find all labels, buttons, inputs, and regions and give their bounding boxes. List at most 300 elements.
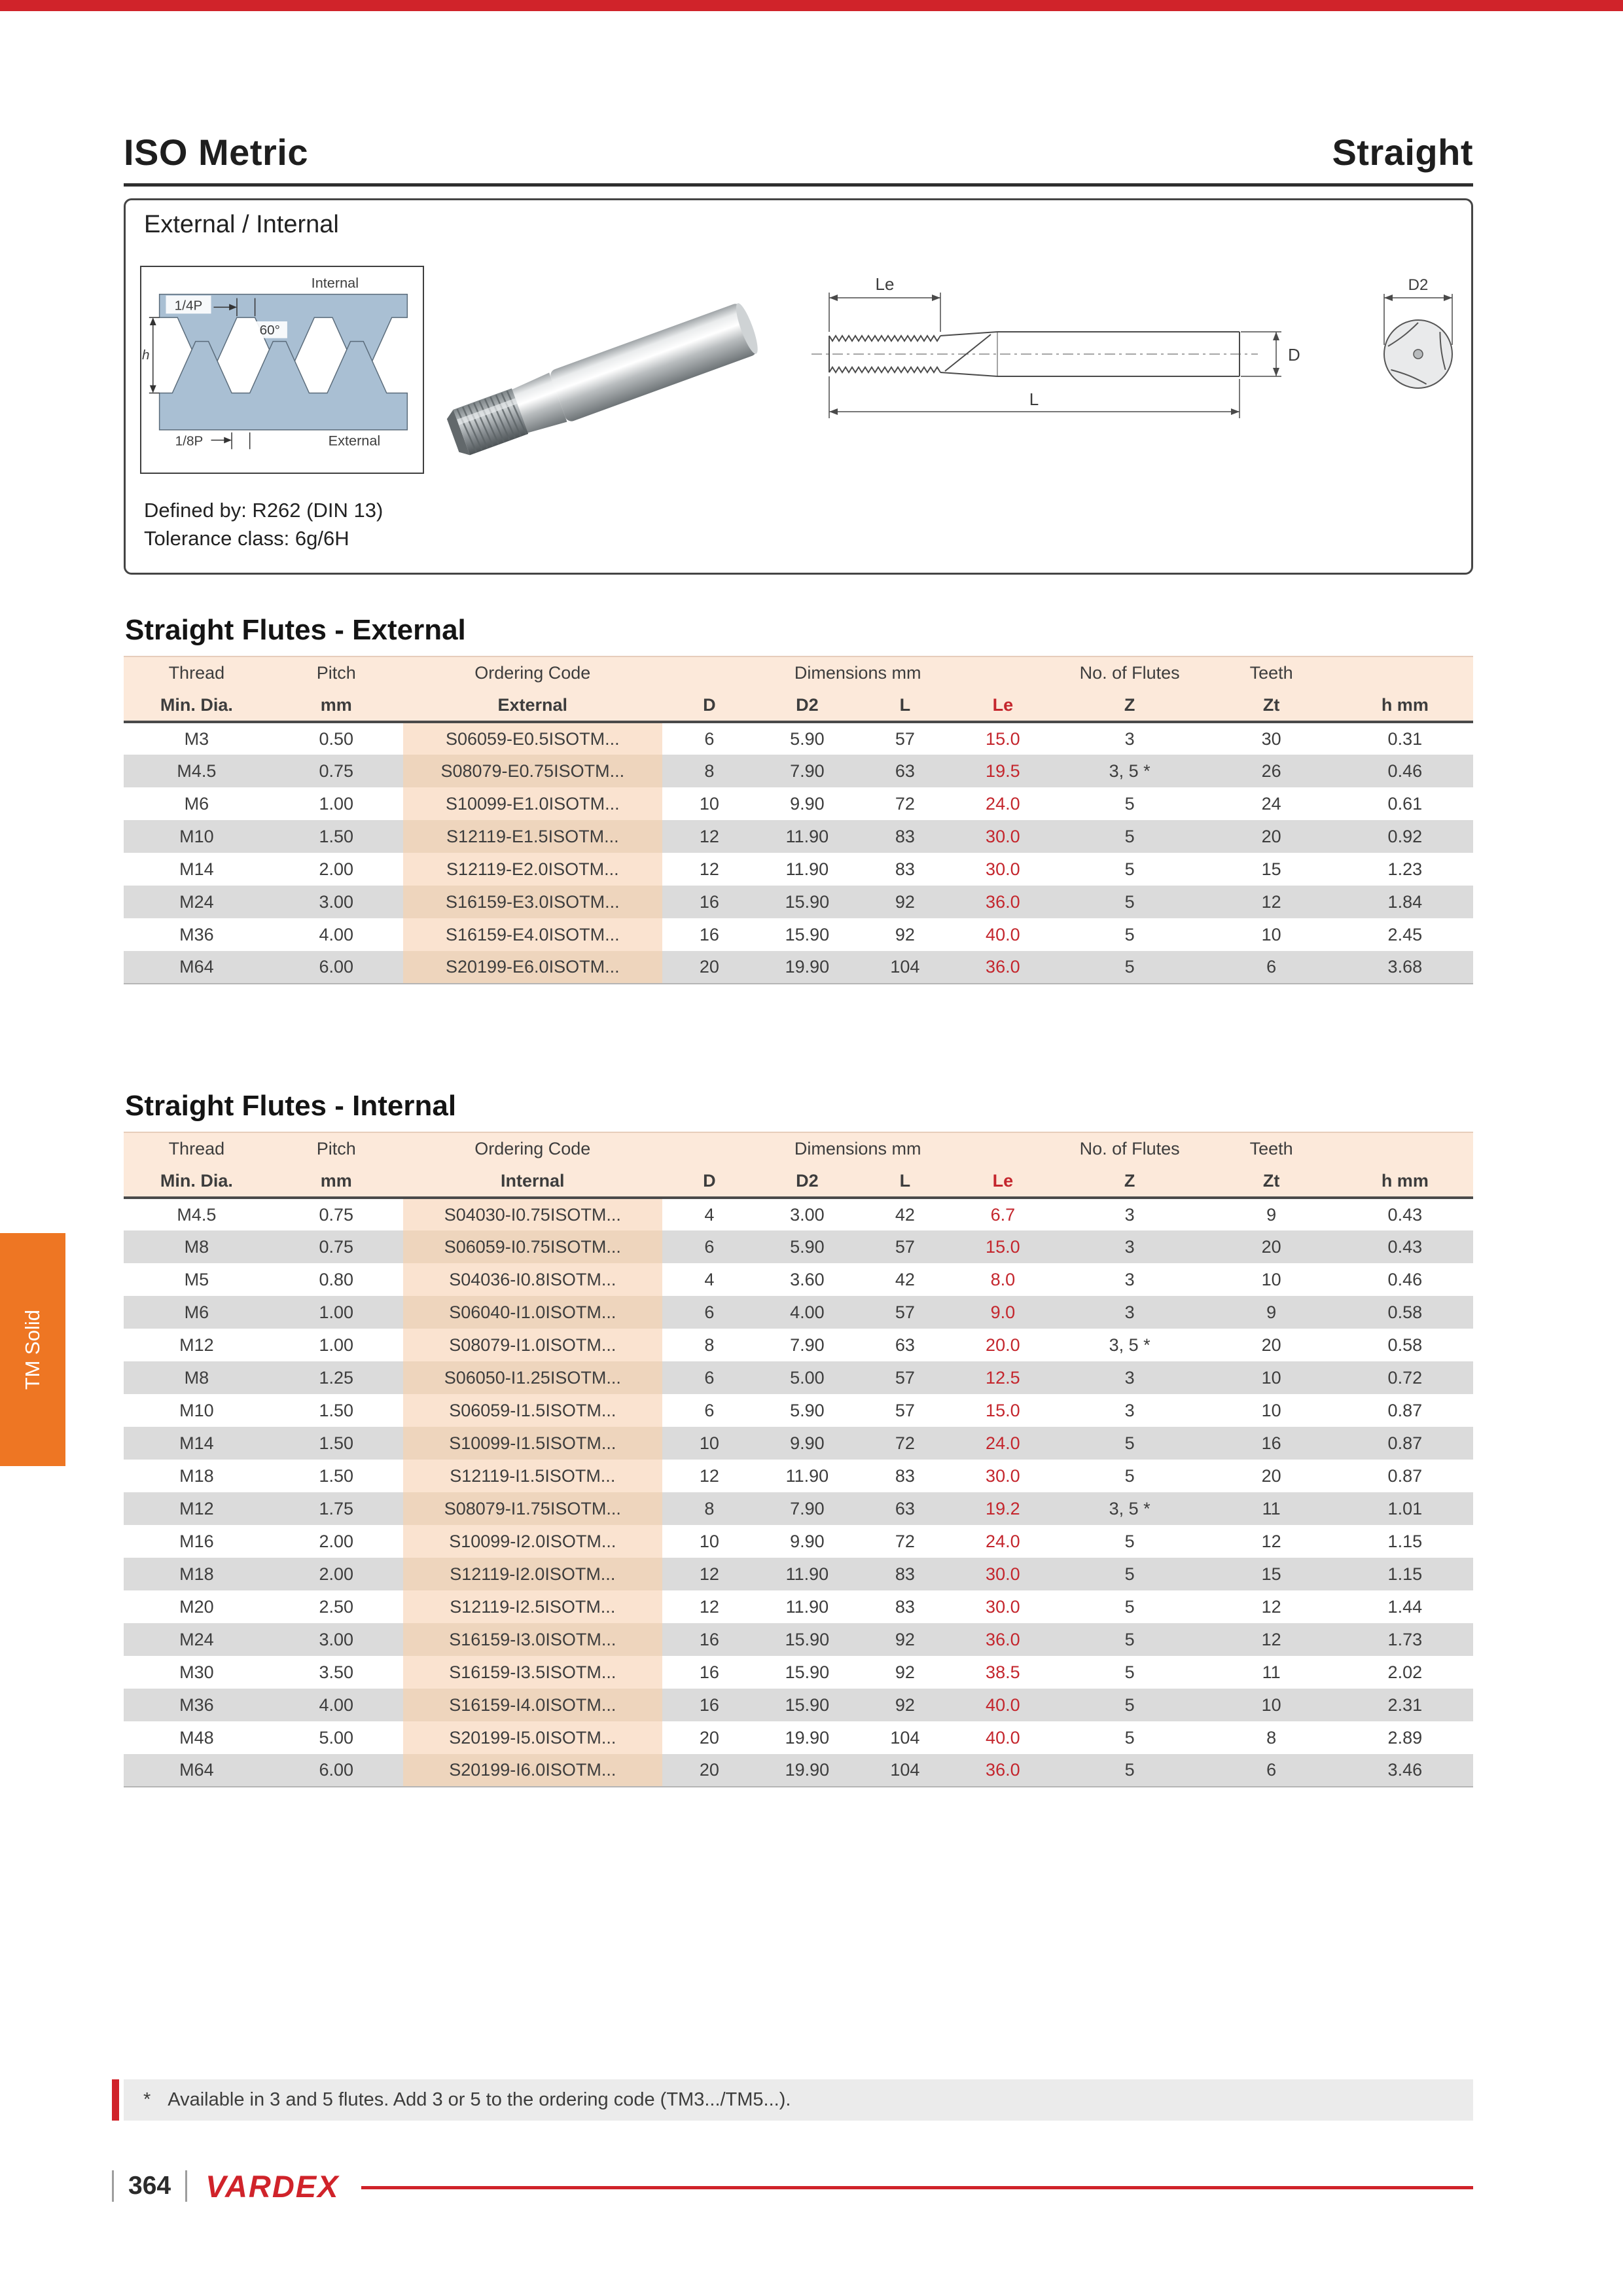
table-cell: 9 [1266, 1302, 1277, 1322]
column-header-mm: mm [270, 689, 403, 722]
group-header-cell [1337, 1132, 1473, 1165]
table-cell: 9.90 [790, 1531, 825, 1551]
table-row [124, 951, 1473, 984]
table-cell: 6 [704, 1236, 715, 1257]
tool-center-dot [1414, 350, 1423, 359]
table-cell: 11.90 [785, 826, 829, 846]
d-dimension-label: D [1288, 345, 1300, 365]
table-cell: 36.0 [952, 1754, 1054, 1787]
table-cell: 20 [1261, 1465, 1281, 1486]
page-title-right: Straight [1332, 132, 1473, 173]
table-cell: S12119-E2.0ISOTM... [403, 853, 662, 886]
table-cell: 92 [895, 924, 915, 944]
table-cell: S16159-I3.0ISOTM... [403, 1623, 662, 1656]
table-cell: 4.00 [319, 924, 354, 944]
table-cell: 36.0 [986, 891, 1020, 912]
table-cell: 12 [699, 859, 719, 879]
table-cell: 4 [704, 1204, 715, 1225]
table-cell: 11.90 [785, 859, 829, 879]
table-row [124, 1296, 1473, 1329]
table-cell: 15.90 [785, 1662, 830, 1682]
definition-text [144, 496, 383, 553]
table-row [124, 1394, 1473, 1427]
table-cell: 40.0 [986, 924, 1020, 944]
table-cell: 6 [704, 1367, 715, 1388]
table-cell: 20 [1261, 826, 1281, 846]
table-cell: M36 [179, 1695, 214, 1715]
external-label: External [328, 432, 381, 449]
table-cell: 0.87 [1387, 1400, 1423, 1420]
table-header-row [124, 1165, 1473, 1198]
table-cell: S10099-I2.0ISOTM... [403, 1525, 662, 1558]
table-cell: 15.90 [785, 924, 830, 944]
column-header-h-mm: h mm [1337, 689, 1473, 722]
table-cell: 72 [895, 1531, 915, 1551]
table-cell: 3.50 [319, 1662, 354, 1682]
table-cell: 15 [1261, 859, 1281, 879]
table-cell: 1.25 [319, 1367, 354, 1388]
table-cell: 57 [895, 1236, 915, 1257]
table-cell: 19.90 [785, 1727, 830, 1748]
section-title-internal: Straight Flutes - Internal [125, 1090, 457, 1122]
table-cell: 2.89 [1387, 1727, 1423, 1748]
table-cell: 4.00 [319, 1695, 354, 1715]
table-cell: M6 [184, 793, 209, 814]
table-cell: 3 [1124, 1400, 1135, 1420]
table-cell: 1.00 [319, 1302, 354, 1322]
table-cell: 36.0 [952, 951, 1054, 984]
table-cell: M24 [179, 891, 214, 912]
table-cell: 5 [1124, 826, 1135, 846]
table-cell: 1.00 [319, 793, 354, 814]
table-cell: 6 [704, 1400, 715, 1420]
column-header-min-dia: Min. Dia. [124, 1165, 270, 1198]
table-cell: 5 [1124, 1465, 1135, 1486]
table-cell: 8 [1266, 1727, 1277, 1748]
table-cell: 12 [699, 1465, 719, 1486]
table-cell: S20199-I6.0ISOTM... [403, 1754, 662, 1787]
column-header-min-dia: Min. Dia. [124, 689, 270, 722]
column-header-d2: D2 [757, 1165, 858, 1198]
table-cell: M5 [184, 1269, 209, 1289]
table-cell: 1.23 [1387, 859, 1423, 879]
table-cell: 8 [704, 761, 715, 781]
table-cell: S08079-E0.75ISOTM... [403, 755, 662, 787]
table-cell: 0.75 [319, 1204, 354, 1225]
end-view-drawing [1372, 262, 1464, 420]
dimension-lines [829, 293, 1281, 418]
table-cell: M30 [179, 1662, 214, 1682]
table-cell: 16 [699, 1695, 719, 1715]
table-cell: 1.00 [319, 1335, 354, 1355]
footer-red-rule [361, 2186, 1473, 2189]
diagram-box [124, 198, 1473, 575]
table-cell: 4 [704, 1269, 715, 1289]
tool-photo-svg [433, 269, 787, 485]
table-cell: 5 [1124, 1727, 1135, 1748]
table-cell: 6.00 [270, 1754, 403, 1787]
table-cell: 24.0 [986, 793, 1020, 814]
table-cell: 15.90 [785, 1695, 830, 1715]
table-cell: S04036-I0.8ISOTM... [403, 1263, 662, 1296]
table-cell: 3, 5 * [1109, 761, 1150, 781]
table-cell: 11 [1262, 1498, 1281, 1518]
table-cell: 63 [895, 1498, 915, 1518]
table-cell: 7.90 [790, 1335, 825, 1355]
thread-profile-diagram [140, 266, 424, 474]
table-cell: 36.0 [986, 1629, 1020, 1649]
table-cell: S16159-I4.0ISOTM... [403, 1689, 662, 1721]
header-rule [124, 183, 1473, 187]
column-header-z: Z [1054, 689, 1206, 722]
table-cell: M10 [179, 1400, 214, 1420]
tolerance-line: Tolerance class: 6g/6H [144, 527, 349, 550]
table-row [124, 755, 1473, 787]
column-header-external: External [403, 689, 662, 722]
group-header-cell: No. of Flutes [1054, 656, 1206, 689]
table-cell: 0.46 [1387, 1269, 1423, 1289]
column-header-d2: D2 [757, 689, 858, 722]
table-cell: 8 [704, 1498, 715, 1518]
table-cell: M6 [184, 1302, 209, 1322]
table-cell: 1.50 [319, 1433, 354, 1453]
table-cell: 40.0 [986, 1727, 1020, 1748]
table-cell: 15.90 [785, 891, 830, 912]
table-cell: 5 [1124, 1531, 1135, 1551]
table-row [124, 722, 1473, 755]
table-row [124, 1361, 1473, 1394]
table-cell: 9.90 [790, 1433, 825, 1453]
table-group-header-row [124, 656, 1473, 689]
column-header-internal: Internal [403, 1165, 662, 1198]
table-cell: 0.75 [319, 1236, 354, 1257]
d2-dimension-label: D2 [1408, 276, 1429, 294]
table-row [124, 1492, 1473, 1525]
table-cell: 2.31 [1387, 1695, 1423, 1715]
table-cell: 9 [1266, 1204, 1277, 1225]
table-cell: 5 [1124, 924, 1135, 944]
column-header-le: Le [952, 1165, 1054, 1198]
table-cell: 11 [1262, 1662, 1281, 1682]
table-cell: 11.90 [785, 1596, 829, 1617]
table-cell: 16 [699, 924, 719, 944]
table-cell: 104 [858, 1754, 952, 1787]
table-cell: S20199-E6.0ISOTM... [403, 951, 662, 984]
table-row [124, 886, 1473, 918]
table-cell: 0.80 [319, 1269, 354, 1289]
table-cell: 0.46 [1387, 761, 1423, 781]
angle-label: 60° [259, 322, 280, 338]
table-row [124, 1263, 1473, 1296]
table-cell: 0.92 [1387, 826, 1423, 846]
table-cell: 12 [699, 1596, 719, 1617]
table-group-header-row [124, 1132, 1473, 1165]
table-cell: 20 [699, 1727, 719, 1748]
table-cell: M8 [184, 1236, 209, 1257]
le-dimension-label: Le [875, 274, 895, 294]
column-header-d: D [662, 1165, 757, 1198]
table-cell: 19.90 [757, 1754, 858, 1787]
table-cell: M24 [179, 1629, 214, 1649]
table-cell: 10 [1261, 1367, 1281, 1388]
table-cell: 2.00 [319, 1564, 354, 1584]
table-cell: 92 [895, 1695, 915, 1715]
table-cell: 15.0 [986, 728, 1020, 749]
table-cell: M48 [179, 1727, 214, 1748]
table-cell: 83 [895, 1564, 915, 1584]
tool-photo [433, 269, 787, 485]
table-cell: 5 [1124, 793, 1135, 814]
section-title-external: Straight Flutes - External [125, 614, 466, 646]
table-cell: 57 [895, 728, 915, 749]
table-cell: 3.46 [1337, 1754, 1473, 1787]
table-cell: 9.0 [990, 1302, 1016, 1322]
table-cell: M18 [179, 1465, 214, 1486]
table-cell: 3 [1124, 1302, 1135, 1322]
table-cell: 12 [699, 826, 719, 846]
table-cell: 3 [1124, 1204, 1135, 1225]
table-cell: 5 [1054, 1754, 1206, 1787]
thread-mill-tool [444, 300, 762, 461]
tm-solid-tab [0, 1233, 65, 1466]
table-cell: M4.5 [177, 761, 217, 781]
table-cell: 1.50 [319, 1465, 354, 1486]
table-cell: 2.45 [1387, 924, 1423, 944]
table-cell: S08079-I1.75ISOTM... [403, 1492, 662, 1525]
external-table [124, 656, 1473, 984]
table-cell: 30.0 [986, 1465, 1020, 1486]
table-cell: 15.0 [986, 1400, 1020, 1420]
table-row [124, 1754, 1473, 1787]
table-cell: 5 [1124, 1433, 1135, 1453]
table-cell: M14 [179, 859, 214, 879]
table-cell: 92 [895, 1662, 915, 1682]
table-cell: 10 [1261, 1400, 1281, 1420]
table-row [124, 1230, 1473, 1263]
table-cell: 2.50 [319, 1596, 354, 1617]
table-cell: 11.90 [785, 1465, 829, 1486]
table-cell: 5 [1124, 1662, 1135, 1682]
table-cell: 0.31 [1387, 728, 1423, 749]
table-cell: 3 [1124, 728, 1135, 749]
table-cell: 5 [1124, 1564, 1135, 1584]
column-header-zt: Zt [1206, 1165, 1337, 1198]
table-cell: 0.87 [1387, 1433, 1423, 1453]
footnote-bar [112, 2079, 1473, 2121]
table-cell: 5.90 [790, 728, 825, 749]
table-row [124, 1721, 1473, 1754]
table-cell: S06059-E0.5ISOTM... [403, 722, 662, 755]
table-cell: 3.00 [790, 1204, 825, 1225]
column-header-zt: Zt [1206, 689, 1337, 722]
table-cell: 0.50 [319, 728, 354, 749]
table-cell: 5 [1124, 891, 1135, 912]
column-header-h-mm: h mm [1337, 1165, 1473, 1198]
footnote-body [124, 2079, 1473, 2121]
table-cell: 5.00 [790, 1367, 825, 1388]
column-header-le: Le [952, 689, 1054, 722]
table-cell: 42 [895, 1269, 915, 1289]
table-cell: 7.90 [790, 761, 825, 781]
table-cell: 0.61 [1387, 793, 1423, 814]
diagram-box-title: External / Internal [144, 211, 339, 238]
group-header-cell: Dimensions mm [662, 1132, 1054, 1165]
table-cell: 10 [1261, 1269, 1281, 1289]
table-cell: S16159-E4.0ISOTM... [403, 918, 662, 951]
end-view-svg [1372, 262, 1464, 420]
table-cell: 0.43 [1387, 1204, 1423, 1225]
table-cell: 6 [704, 1302, 715, 1322]
column-header-z: Z [1054, 1165, 1206, 1198]
table-cell: 0.72 [1387, 1367, 1423, 1388]
table-header-row [124, 689, 1473, 722]
eighth-p-label: 1/8P [175, 433, 204, 449]
column-header-mm: mm [270, 1165, 403, 1198]
table-cell: M12 [179, 1335, 214, 1355]
table-cell: 30.0 [986, 1596, 1020, 1617]
group-header-cell: Teeth [1206, 656, 1337, 689]
table-row [124, 1329, 1473, 1361]
footnote-red-accent [112, 2079, 119, 2121]
table-cell: 12 [1261, 1629, 1281, 1649]
technical-drawing [800, 269, 1363, 439]
table-cell: 1.84 [1387, 891, 1423, 912]
table-cell: 92 [895, 891, 915, 912]
table-cell: 10 [1261, 924, 1281, 944]
page-title-left: ISO Metric [124, 132, 308, 173]
table-row [124, 1525, 1473, 1558]
table-row [124, 1460, 1473, 1492]
page-footer [112, 2165, 1473, 2207]
table-cell: 8.0 [990, 1269, 1016, 1289]
table-cell: 5 [1124, 1629, 1135, 1649]
table-row [124, 1558, 1473, 1590]
tm-solid-tab-label: TM Solid [21, 1309, 44, 1390]
group-header-cell: No. of Flutes [1054, 1132, 1206, 1165]
table-cell: 16 [699, 1629, 719, 1649]
table-cell: S16159-E3.0ISOTM... [403, 886, 662, 918]
table-cell: 5.90 [790, 1236, 825, 1257]
table-cell: 30.0 [986, 826, 1020, 846]
group-header-cell: Thread [124, 656, 270, 689]
table-cell: 72 [895, 1433, 915, 1453]
table-cell: 1.73 [1387, 1629, 1423, 1649]
table-cell: 20.0 [986, 1335, 1020, 1355]
table-row [124, 918, 1473, 951]
internal-label: Internal [311, 274, 359, 291]
table-cell: 7.90 [790, 1498, 825, 1518]
table-cell: 38.5 [986, 1662, 1020, 1682]
top-red-bar [0, 0, 1623, 11]
table-cell: 1.01 [1387, 1498, 1423, 1518]
table-cell: 12 [1261, 1531, 1281, 1551]
table-cell: 30.0 [986, 859, 1020, 879]
arrowhead [224, 437, 232, 444]
table-cell: S10099-E1.0ISOTM... [403, 787, 662, 820]
defined-by-line: Defined by: R262 (DIN 13) [144, 499, 383, 522]
table-cell: 16 [699, 1662, 719, 1682]
table-cell: 12.5 [986, 1367, 1020, 1388]
table-cell: 11.90 [785, 1564, 829, 1584]
footer-divider [185, 2170, 187, 2202]
table-cell: 3 [1124, 1367, 1135, 1388]
table-cell: 3, 5 * [1109, 1498, 1150, 1518]
page-header [124, 131, 1473, 173]
table-cell: M20 [179, 1596, 214, 1617]
table-cell: 12 [1261, 891, 1281, 912]
table-cell: 19.90 [757, 951, 858, 984]
table-cell: 0.43 [1387, 1236, 1423, 1257]
table-cell: 24.0 [986, 1531, 1020, 1551]
table-row [124, 1689, 1473, 1721]
thread-profile-svg [141, 267, 423, 473]
table-cell: 10 [699, 793, 719, 814]
table-cell: S06059-I1.5ISOTM... [403, 1394, 662, 1427]
table-cell: 0.58 [1387, 1335, 1423, 1355]
table-cell: S06050-I1.25ISOTM... [403, 1361, 662, 1394]
table-cell: 0.75 [319, 761, 354, 781]
table-cell: 19.5 [986, 761, 1020, 781]
column-header-d: D [662, 689, 757, 722]
table-row [124, 853, 1473, 886]
group-header-cell: Pitch [270, 1132, 403, 1165]
table-cell: S10099-I1.5ISOTM... [403, 1427, 662, 1460]
table-cell: 26 [1261, 761, 1281, 781]
table-cell: 104 [858, 951, 952, 984]
table-cell: 1.50 [319, 826, 354, 846]
table-cell: 5 [1124, 1596, 1135, 1617]
arrowhead [150, 317, 156, 325]
table-cell: 24.0 [986, 1433, 1020, 1453]
page-number: 364 [128, 2172, 171, 2200]
column-header-l: L [858, 689, 952, 722]
table-cell: 6.7 [990, 1204, 1016, 1225]
table-cell: 2.00 [319, 1531, 354, 1551]
table-cell: 5 [1124, 859, 1135, 879]
table-cell: S20199-I5.0ISOTM... [403, 1721, 662, 1754]
table-cell: S12119-I1.5ISOTM... [403, 1460, 662, 1492]
table-cell: 20 [662, 1754, 757, 1787]
table-cell: 2.02 [1387, 1662, 1423, 1682]
table-cell: 16 [1261, 1433, 1281, 1453]
table-cell: 3 [1124, 1269, 1135, 1289]
table-cell: M64 [124, 1754, 270, 1787]
table-cell: 10 [1261, 1695, 1281, 1715]
table-cell: 9.90 [790, 793, 825, 814]
table-cell: 6 [1206, 1754, 1337, 1787]
table-cell: 40.0 [986, 1695, 1020, 1715]
table-row [124, 820, 1473, 853]
table-cell: M64 [124, 951, 270, 984]
technical-drawing-svg [800, 269, 1363, 439]
table-cell: 57 [895, 1367, 915, 1388]
table-cell: 0.58 [1387, 1302, 1423, 1322]
table-cell: 2.00 [319, 859, 354, 879]
table-cell: 4.00 [790, 1302, 825, 1322]
table-cell: M3 [184, 728, 209, 749]
table-cell: S12119-E1.5ISOTM... [403, 820, 662, 853]
table-cell: 6.00 [270, 951, 403, 984]
group-header-cell [1337, 656, 1473, 689]
table-cell: 5 [1054, 951, 1206, 984]
table-cell: 30 [1261, 728, 1281, 749]
footnote-text: Available in 3 and 5 flutes. Add 3 or 5 to the ordering code (TM3.../TM5...). [168, 2089, 791, 2110]
table-cell: 83 [895, 1596, 915, 1617]
table-cell: 6 [704, 728, 715, 749]
table-row [124, 1427, 1473, 1460]
table-cell: M8 [184, 1367, 209, 1388]
footer-divider [112, 2170, 114, 2202]
